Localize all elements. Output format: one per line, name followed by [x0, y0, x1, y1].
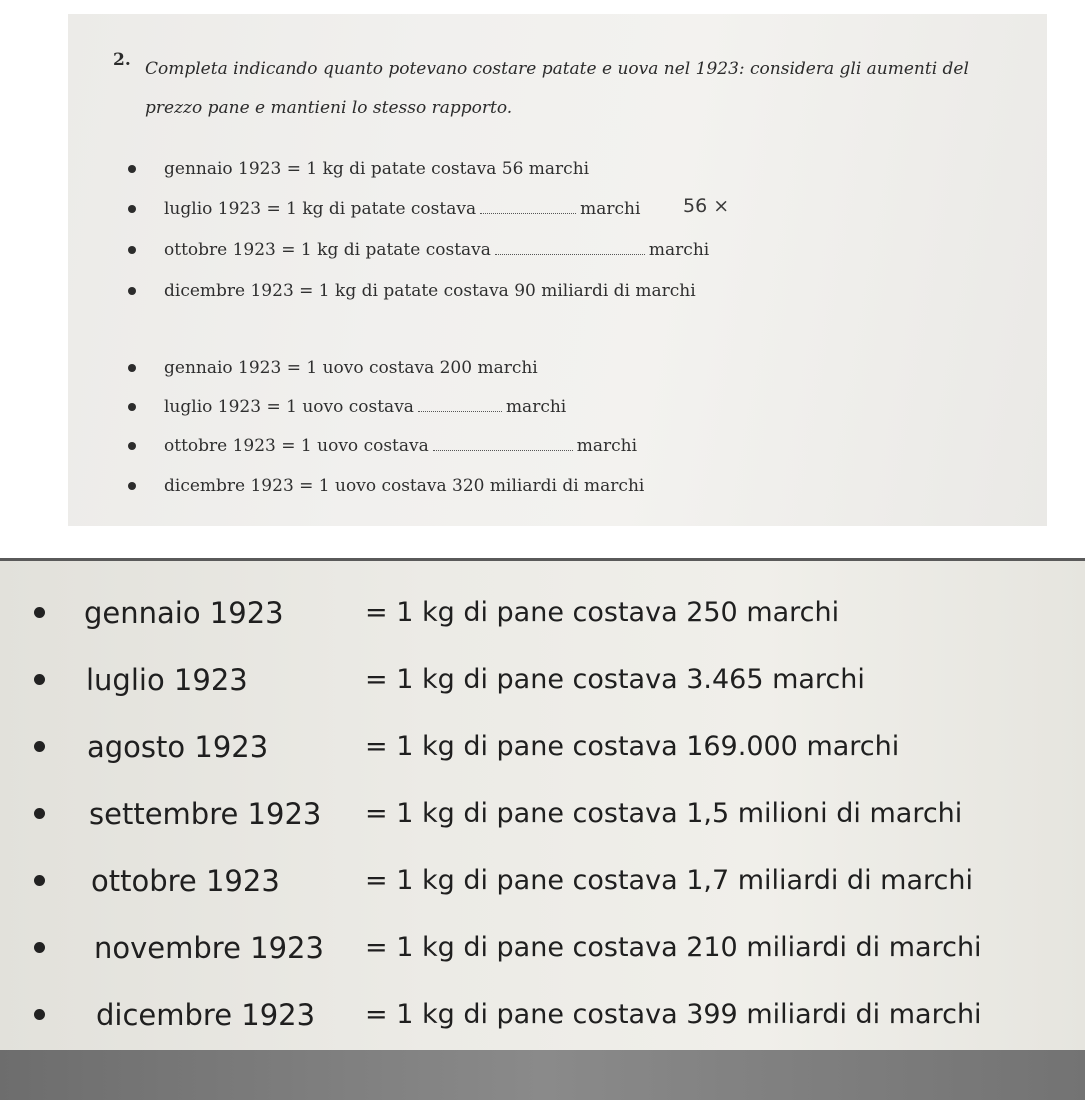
- bread-row-january: [0, 591, 1085, 635]
- handwritten-note: 56 ×: [683, 195, 730, 217]
- bread-month: luglio 1923: [86, 663, 248, 697]
- bread-month: gennaio 1923: [84, 596, 284, 630]
- bullet-icon: [128, 364, 136, 372]
- bullet-icon: [34, 674, 45, 685]
- egg-item-text: dicembre 1923 = 1 uovo costava 320 miliardi di marchi: [164, 476, 645, 496]
- bread-price: = 1 kg di pane costava 169.000 marchi: [365, 731, 900, 762]
- bullet-icon: [34, 741, 45, 752]
- bread-month: settembre 1923: [89, 797, 322, 831]
- egg-october-answer-blank[interactable]: [433, 432, 573, 451]
- bread-month: agosto 1923: [87, 730, 269, 764]
- bread-row-october: [0, 859, 1085, 903]
- potato-october-answer-blank[interactable]: [495, 236, 645, 255]
- bullet-icon: [34, 875, 45, 886]
- potato-july-answer-blank[interactable]: [480, 195, 576, 214]
- bullet-icon: [34, 607, 45, 618]
- bullet-icon: [128, 403, 136, 411]
- bullet-icon: [128, 482, 136, 490]
- bread-price: = 1 kg di pane costava 3.465 marchi: [365, 664, 865, 695]
- bread-price: = 1 kg di pane costava 1,5 milioni di marchi: [365, 798, 963, 829]
- bread-month: novembre 1923: [94, 931, 324, 965]
- bullet-icon: [128, 442, 136, 450]
- exercise-number: 2.: [113, 50, 131, 70]
- egg-item-text: luglio 1923 = 1 uovo costava marchi: [164, 393, 566, 421]
- bread-row-november: [0, 926, 1085, 970]
- bread-month: dicembre 1923: [96, 998, 316, 1032]
- bread-month: ottobre 1923: [91, 864, 280, 898]
- egg-july-answer-blank[interactable]: [418, 393, 502, 412]
- bread-row-december: [0, 993, 1085, 1037]
- bread-price: = 1 kg di pane costava 399 miliardi di marchi: [365, 999, 982, 1030]
- bullet-icon: [34, 1009, 45, 1020]
- exercise-sheet: [68, 14, 1047, 526]
- egg-item-text: gennaio 1923 = 1 uovo costava 200 marchi: [164, 358, 538, 378]
- bread-price: = 1 kg di pane costava 210 miliardi di marchi: [365, 932, 982, 963]
- exercise-instruction: Completa indicando quanto potevano costare patate e uova nel 1923: considera gli aumenti del prezzo pane e mantieni lo stesso rapporto.: [145, 59, 969, 118]
- potato-item-text: gennaio 1923 = 1 kg di patate costava 56 marchi: [164, 159, 590, 179]
- potato-item-text: ottobre 1923 = 1 kg di patate costava marchi: [164, 236, 709, 264]
- bullet-icon: [34, 808, 45, 819]
- bullet-icon: [128, 287, 136, 295]
- bread-row-september: [0, 792, 1085, 836]
- bullet-icon: [128, 246, 136, 254]
- egg-item-text: ottobre 1923 = 1 uovo costava marchi: [164, 432, 637, 460]
- bread-price: = 1 kg di pane costava 1,7 miliardi di marchi: [365, 865, 973, 896]
- potato-item-text: luglio 1923 = 1 kg di patate costava marchi: [164, 195, 640, 223]
- bullet-icon: [128, 165, 136, 173]
- bullet-icon: [128, 205, 136, 213]
- photo-bottom-edge: [0, 1050, 1085, 1100]
- bullet-icon: [34, 942, 45, 953]
- bread-price-panel: [0, 558, 1085, 1053]
- bread-row-july: [0, 658, 1085, 702]
- potato-item-text: dicembre 1923 = 1 kg di patate costava 90 miliardi di marchi: [164, 281, 696, 301]
- bread-row-august: [0, 725, 1085, 769]
- bread-price: = 1 kg di pane costava 250 marchi: [365, 597, 840, 628]
